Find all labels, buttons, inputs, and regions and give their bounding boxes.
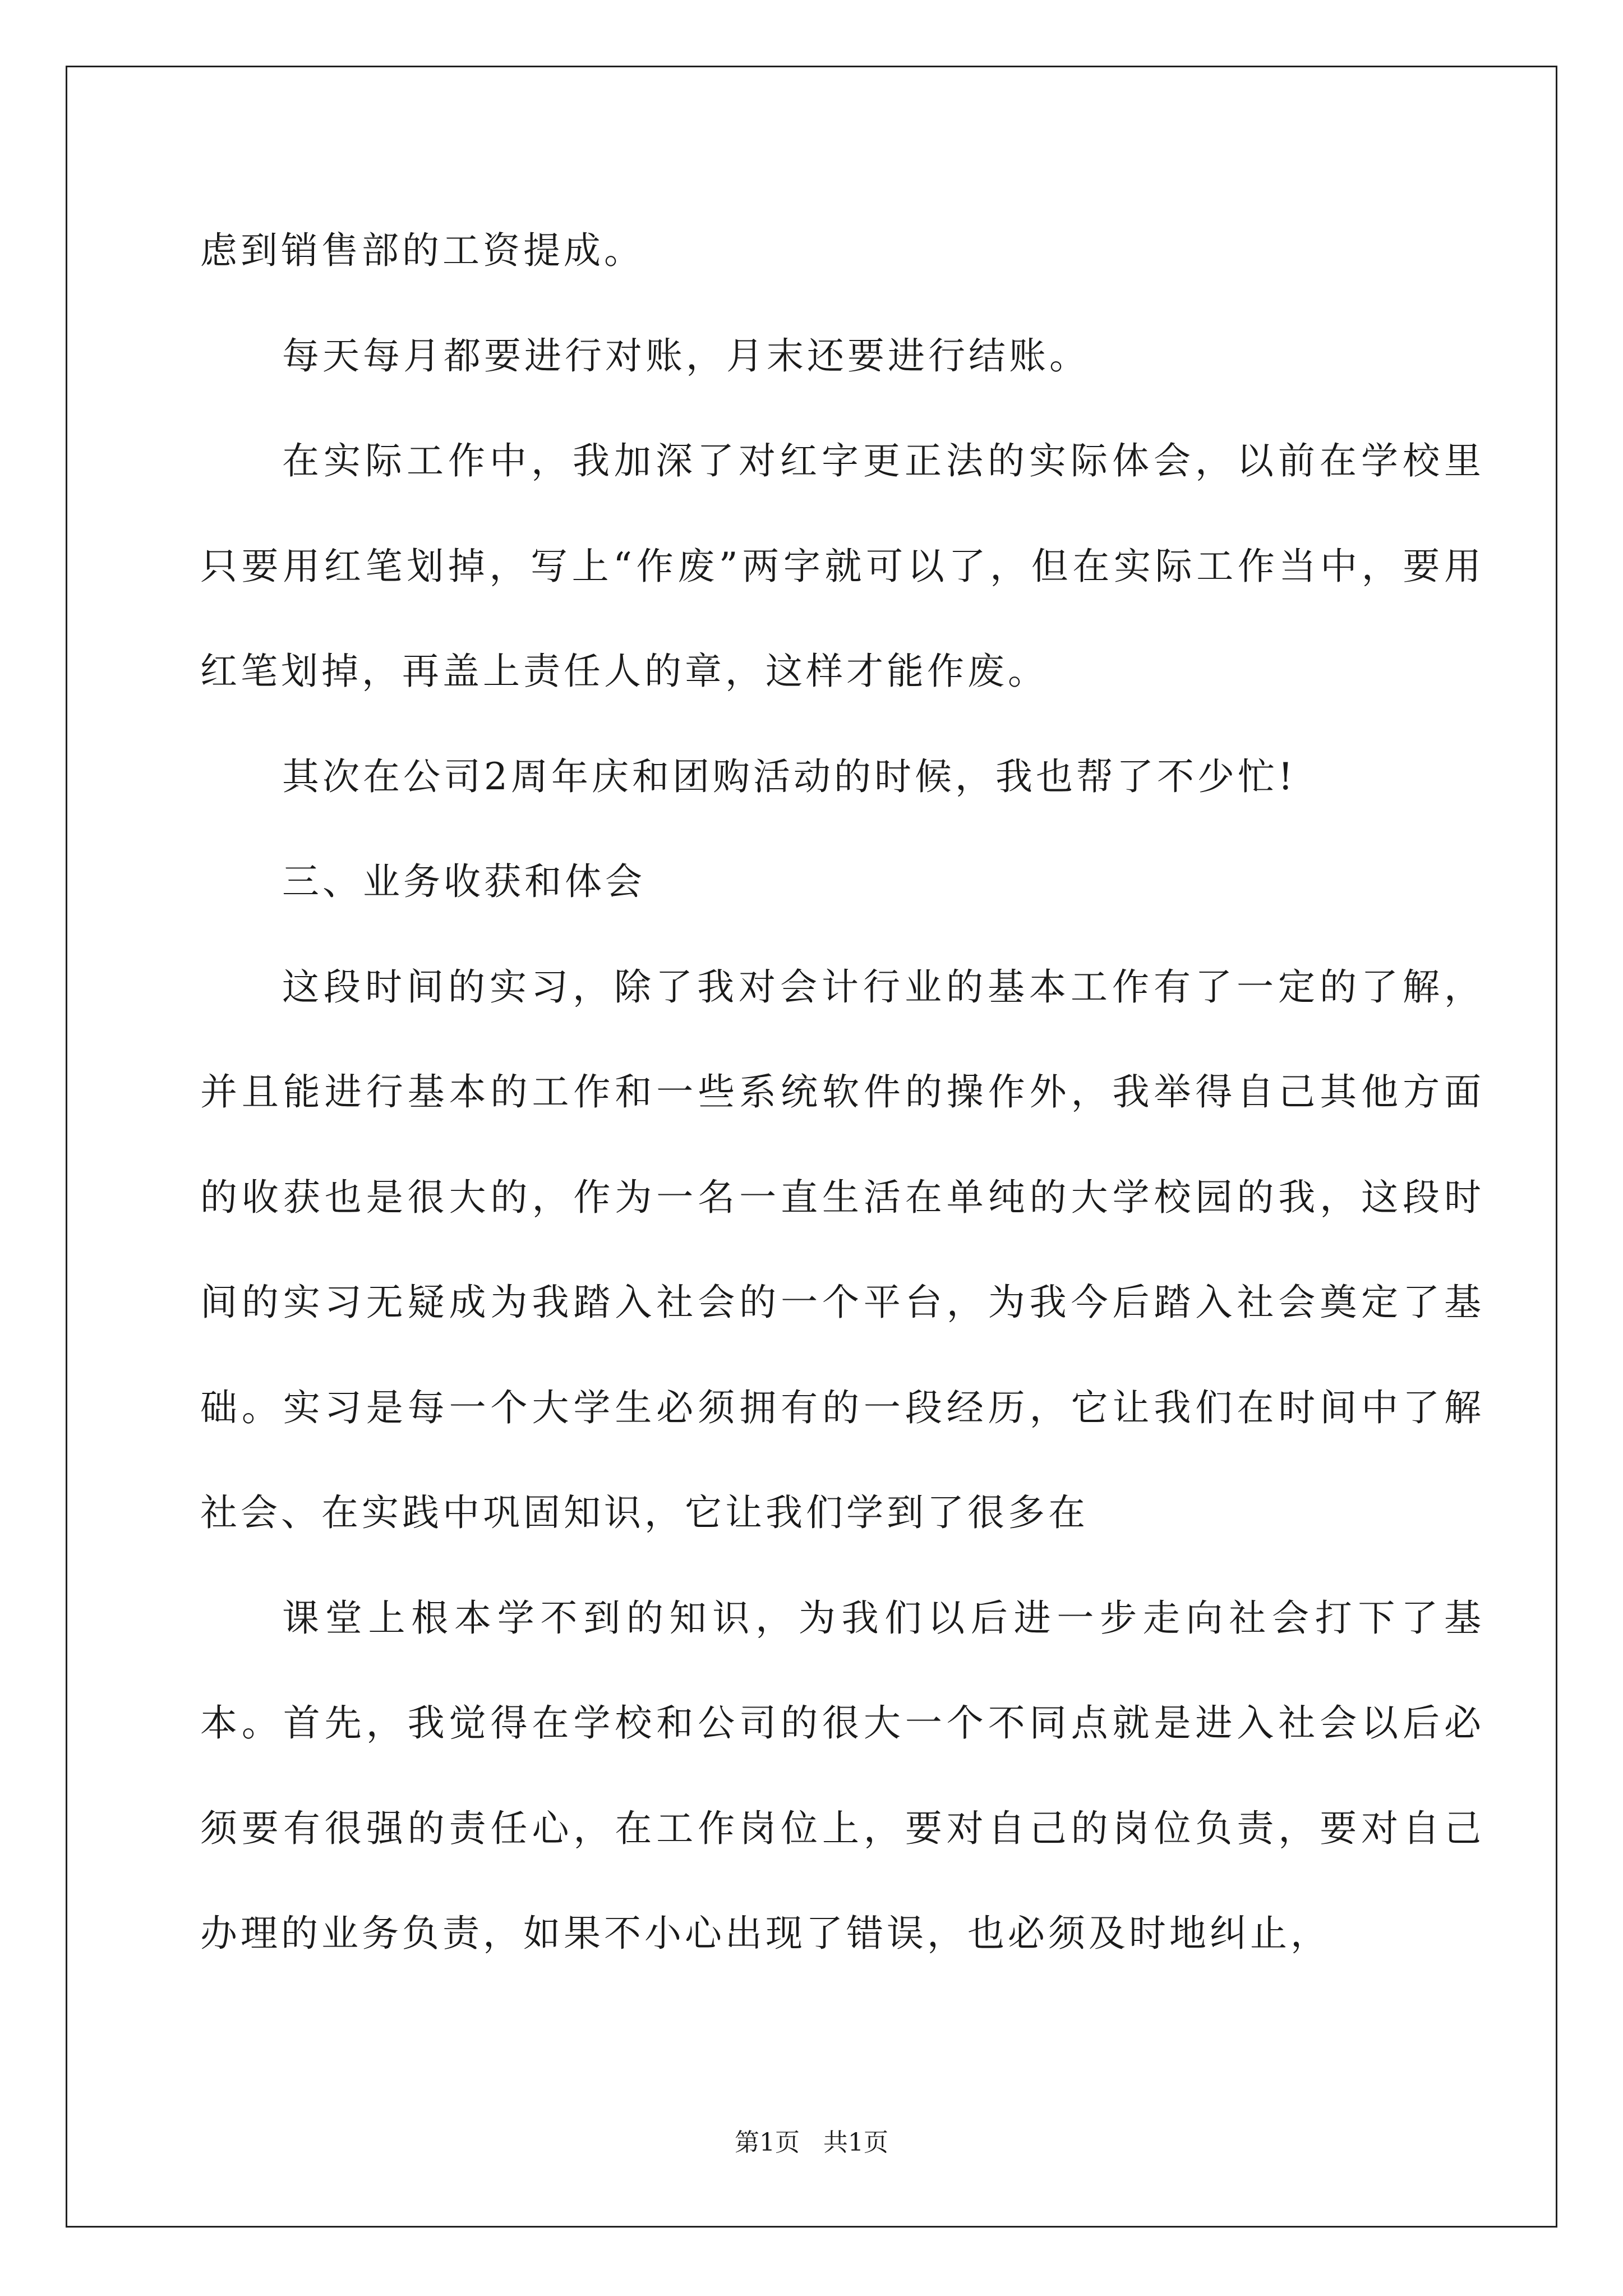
page-number-total: 共1页 — [823, 2128, 888, 2157]
paragraph-3: 在实际工作中，我加深了对红字更正法的实际体会，以前在学校里只要用红笔划掉，写上“作废”两字就可以了，但在实际工作当中，要用红笔划掉，再盖上责任人的章，这样才能作废。 — [200, 439, 1484, 693]
page-footer — [0, 2122, 1623, 2158]
document-body — [200, 198, 1484, 1986]
page-number-current: 第1页 — [735, 2128, 800, 2157]
paragraph-7: 课堂上根本学不到的知识，为我们以后进一步走向社会打下了基本。首先，我觉得在学校和公司的很大一个不同点就是进入社会以后必须要有很强的责任心，在工作岗位上，要对自己的岗位负责，要对自己办理的业务负责，如果不小心出现了错误，也必须及时地纠止， — [200, 1596, 1484, 1955]
paragraph-4: 其次在公司2周年庆和团购活动的时候，我也帮了不少忙! — [282, 754, 1297, 798]
section-heading: 三、业务收获和体会 — [282, 860, 645, 903]
paragraph-1: 虑到销售部的工资提成。 — [200, 229, 644, 272]
paragraph-6: 这段时间的实习，除了我对会计行业的基本工作有了一定的了解，并且能进行基本的工作和一些系统软件的操作外，我举得自己其他方面的收获也是很大的，作为一名一直生活在单纯的大学校园的我，这段时间的实习无疑成为我踏入社会的一个平台，为我今后踏入社会奠定了基础。实习是每一个大学生必须拥有的一段经历，它让我们在时间中了解社会、在实践中巩固知识，它让我们学到了很多在 — [200, 965, 1484, 1534]
paragraph-2: 每天每月都要进行对账，月末还要进行结账。 — [282, 334, 1090, 378]
